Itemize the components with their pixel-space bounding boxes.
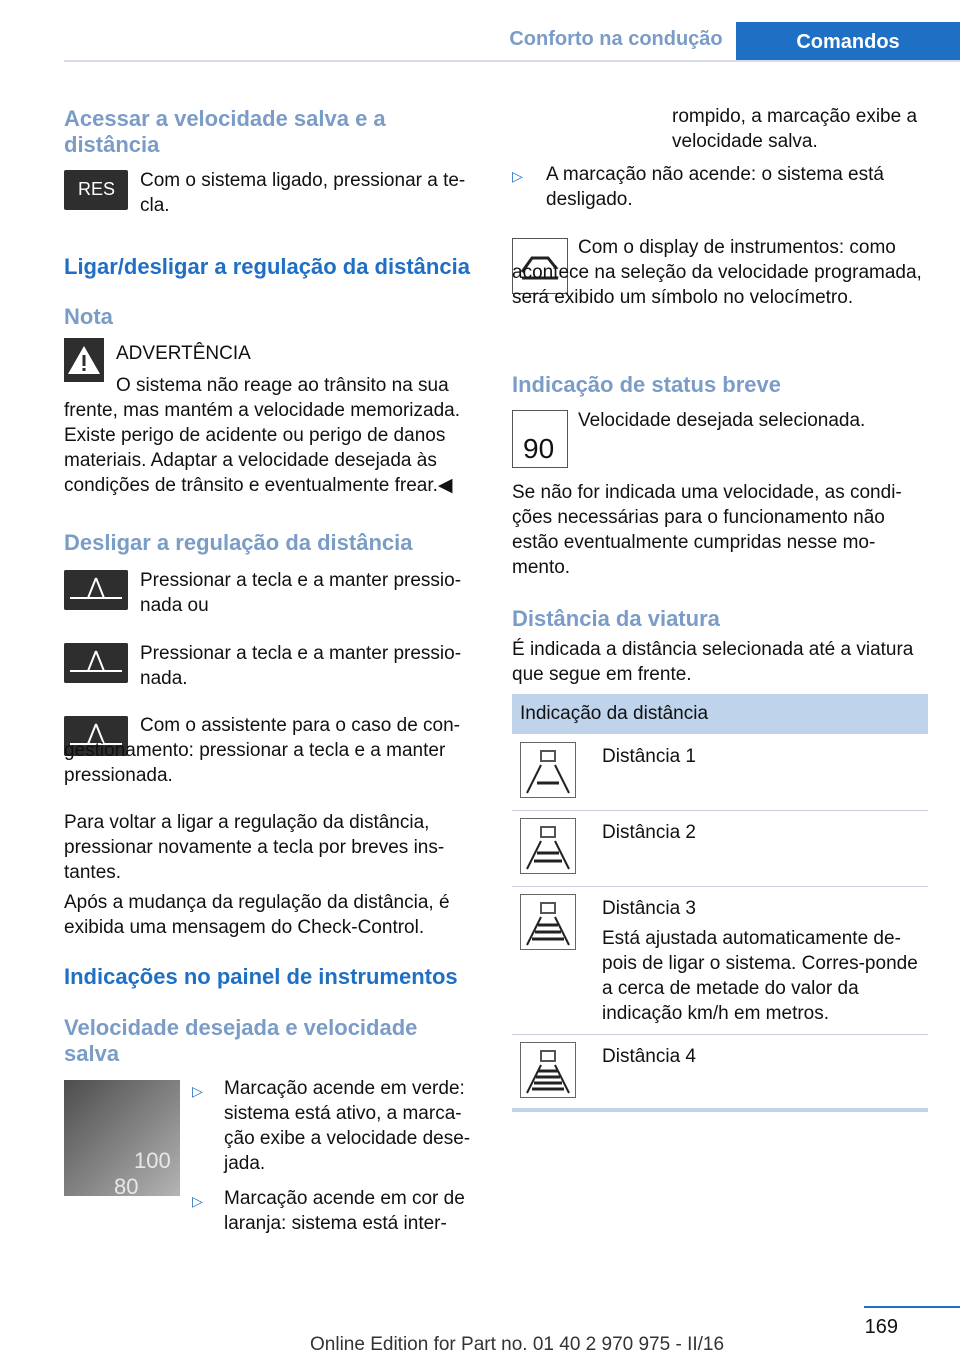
distance-4-icon [520,1042,576,1098]
bullet-text-2: Marcação acende em cor de laranja: sistema está inter- [224,1188,465,1234]
gauge-100: 100 [134,1148,171,1173]
header-section: Conforto na condução [509,28,723,50]
off-text-1: Pressionar a tecla e a manter pressio-nada ou [140,570,462,616]
distance-1-icon [520,742,576,798]
heading-nota: Nota [64,304,113,329]
heading-on-off: Ligar/desligar a regulação da distância [64,254,470,279]
para-distance: É indicada a distância selecionada até a viatura que segue em frente. [512,639,914,685]
heading-indications: Indicações no painel de instrumentos [64,964,458,989]
distance-key-icon-2 [64,643,128,683]
distance-table [512,694,928,1114]
res-text: Com o sistema ligado, pressionar a te-cla. [140,170,466,216]
distance-key-icon-1 [64,570,128,610]
bullet-3: ▷ [512,168,523,184]
footer-rule [864,1306,960,1308]
distance-2-icon [520,818,576,874]
distance-3-note: Está ajustada automaticamente de-pois de ligar o sistema. Corres-ponde a cerca de metade do valor da indicação km/h em metros. [602,928,918,1024]
para-after-change: Após a mudança da regulação da distância, é exibida uma mensagem do Check-Control. [64,892,450,938]
distance-4-label: Distância 4 [602,1046,696,1067]
page-number: 169 [864,1316,898,1338]
para-not-indicated: Se não for indicada uma velocidade, as condi-ções necessárias para o funcionamento não estão eventualmente cumpridas nesse mo-mento. [512,482,902,578]
heading-vehicle-distance: Distância da viatura [512,606,720,631]
header-rule [64,60,960,62]
warning-title: ADVERTÊNCIA [116,343,251,364]
table-end-rule [512,1108,928,1112]
status-text: Velocidade desejada selecionada. [578,410,866,431]
distance-3-label: Distância 3 [602,898,696,919]
table-row [512,734,928,811]
speed-90-number: 90 [523,433,555,464]
warning-text: O sistema não reage ao trânsito na sua frente, mas mantém a velocidade memorizada. Existe perigo de acidente ou perigo de danos materiais. Adaptar a velocidade desejada às condições de trânsito e eventualmente frear.◀ [64,375,461,496]
display-text: Com o display de instrumentos: como acontece na seleção da velocidade programada, será exibido um símbolo no velocímetro. [512,237,922,308]
table-row [512,1034,928,1104]
speedometer-image [64,1080,180,1196]
table-row [512,886,928,1035]
heading-desired-speed: Velocidade desejada e velocidade salva [64,1015,418,1066]
heading-off: Desligar a regulação da distância [64,530,413,555]
bullet-text-2-cont: rompido, a marcação exibe a velocidade salva. [672,106,918,152]
para-turn-back-on: Para voltar a ligar a regulação da distância, pressionar novamente a tecla por breves ins-tantes. [64,812,445,883]
bullet-text-3: A marcação não acende: o sistema está desligado. [546,164,884,210]
heading-access-saved: Acessar a velocidade salva e a distância [64,106,386,157]
off-text-3: Com o assistente para o caso de con-gestionamento: pressionar a tecla e a manter pressionada. [64,715,461,786]
gauge-80: 80 [114,1174,139,1196]
distance-3-icon [520,894,576,950]
table-row [512,810,928,887]
bullet-1: ▷ [192,1083,203,1099]
heading-status: Indicação de status breve [512,372,781,397]
distance-1-label: Distância 1 [602,746,696,767]
table-header [512,694,928,734]
res-icon-label: RES [78,179,116,199]
table-header-label: Indicação da distância [520,703,709,724]
bullet-text-1: Marcação acende em verde: sistema está ativo, a marca-ção exibe a velocidade dese-jada. [224,1078,471,1174]
distance-2-label: Distância 2 [602,822,696,843]
off-text-2: Pressionar a tecla e a manter pressio-nada. [140,643,462,689]
bullet-2: ▷ [192,1193,203,1209]
footer-edition: Online Edition for Part no. 01 40 2 970 975 - II/16 [310,1334,725,1355]
header-tab[interactable]: Comandos [736,22,960,62]
speed-90-icon [512,410,568,468]
res-button-icon [64,170,128,210]
